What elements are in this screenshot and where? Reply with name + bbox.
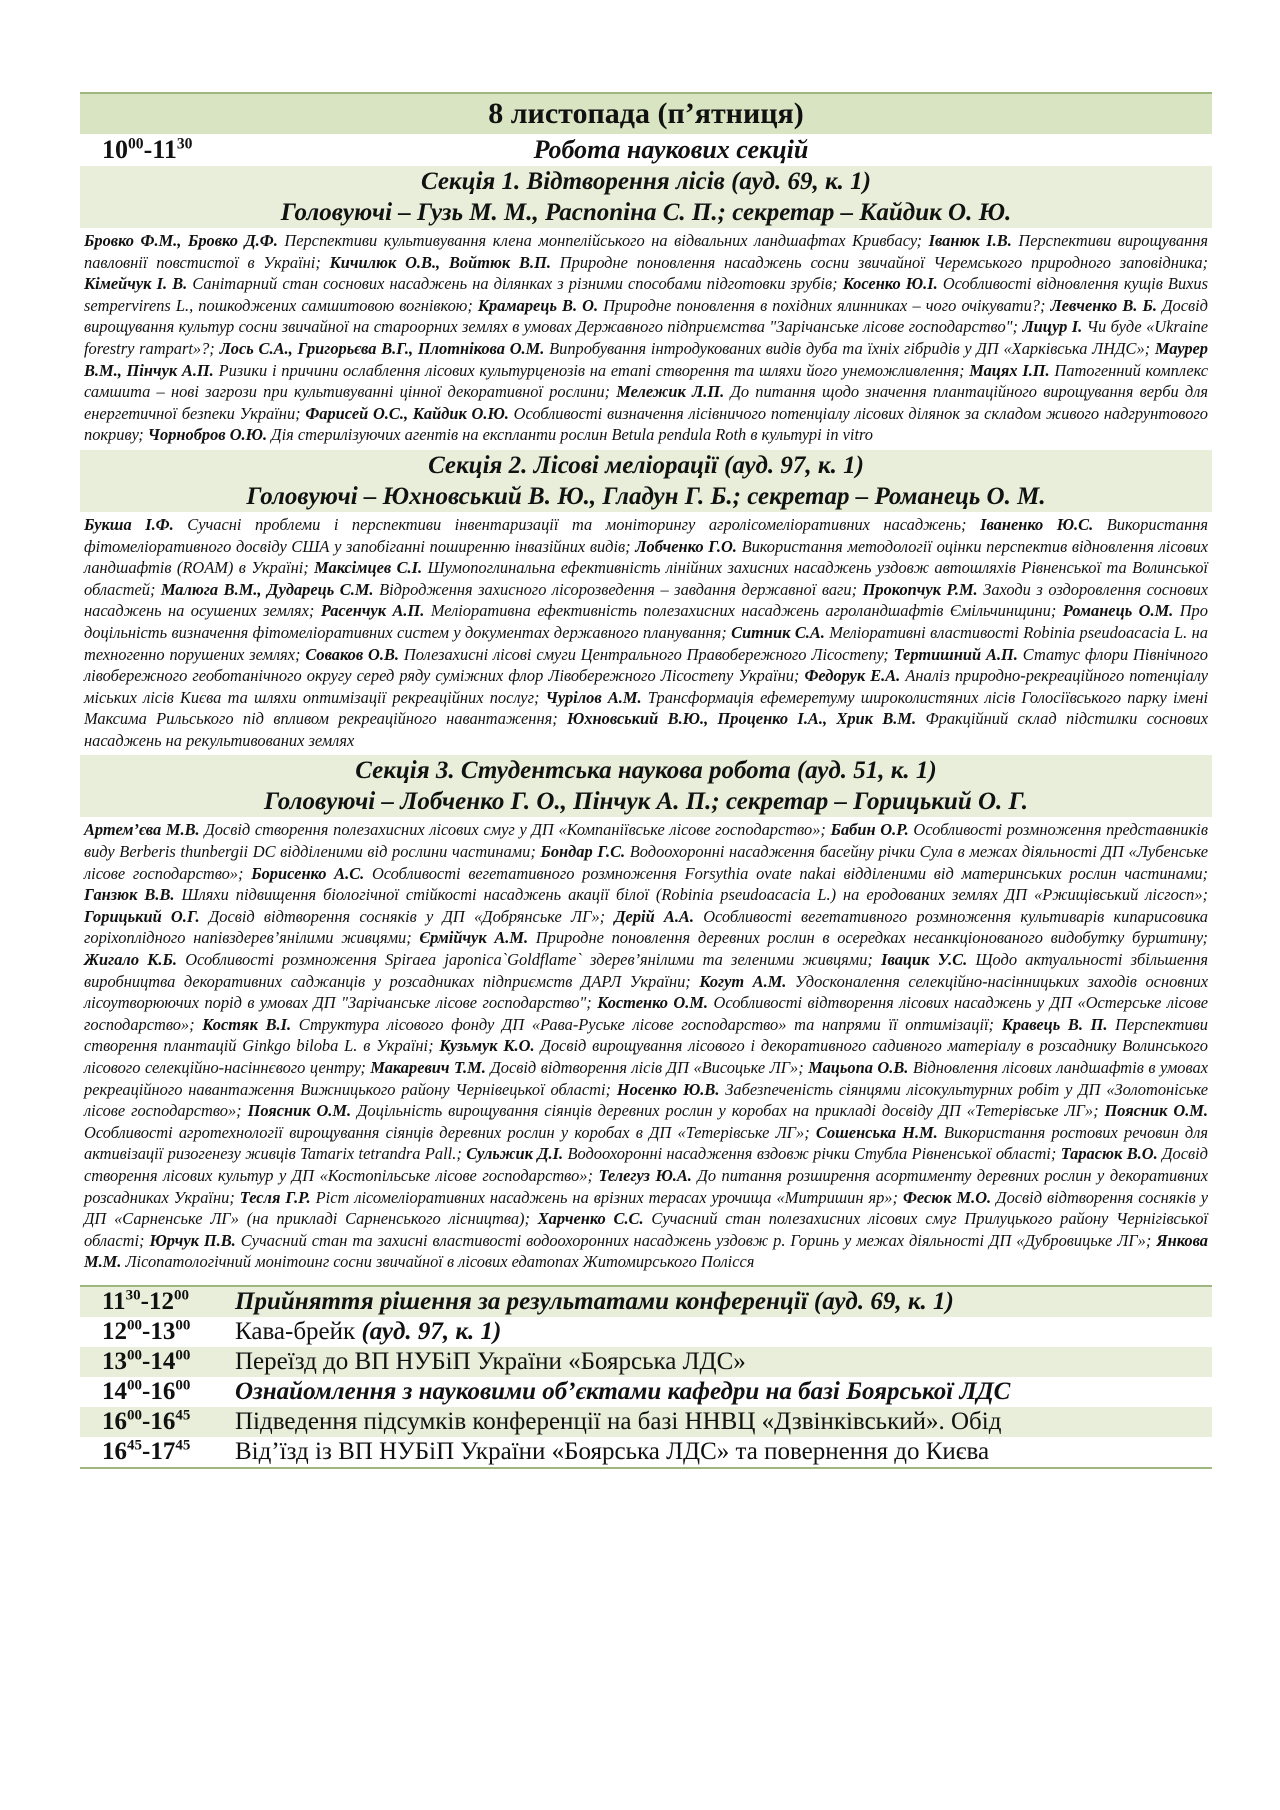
talk-entry — [305, 645, 888, 664]
talk-author: Костяк В.І. — [202, 1014, 292, 1034]
talk-title: Досвід вирощування культур сосни звичайної на староорних землях в умовах Державного підприємства "Зарічанське лісове господарство"; — [84, 295, 1208, 337]
talk-author: Юхновський В.Ю., Проценко І.А., Хрик В.М. — [567, 709, 917, 729]
talk-entry — [466, 1144, 1056, 1163]
talk-author: Жигало К.Б. — [84, 950, 177, 970]
talk-author: Ситник С.А. — [731, 622, 825, 642]
talk-title: Полезахисні лісові смуги Центрального Правобережного Лісостепу; — [403, 644, 889, 664]
talk-title: Трансформація ефемеретуму широколистяних лісів Голосіївського парку імені Максима Рильського під впливом рекреаційного навантаження; — [84, 687, 1208, 729]
schedule-rows — [80, 1287, 1212, 1467]
talk-entry — [330, 253, 1208, 272]
talk-author: Романець О.М. — [1062, 601, 1174, 621]
talk-author: Тертишний А.П. — [893, 644, 1018, 664]
talk-author: Кичилюк О.В., Войтюк В.П. — [329, 252, 551, 272]
talk-author: Кравець В. П. — [1001, 1014, 1108, 1034]
talk-author: Мележик Л.П. — [616, 382, 725, 402]
talk-entry — [84, 820, 826, 839]
talk-title: Використання фітомеліоративного досвіду США у запобіганні поширенню інвазійних видів; — [84, 514, 1208, 556]
talk-title: Шумопоглинальна ефективність лінійних захисних насаджень уздовж автошляхів Рівненської та Волинської областей; — [84, 558, 1208, 599]
section-title: Секція 3. Студентська наукова робота (ауд. 51, к. 1) — [80, 755, 1212, 786]
talk-title: Особливості розмноження представників виду Berberis thunbergii DC відділеними від рослини частинами; — [84, 820, 1208, 862]
talk-author: Кузьмук К.О. — [439, 1036, 535, 1056]
talk-author: Лобченко Г.О. — [635, 536, 737, 556]
talk-entry — [84, 231, 922, 250]
talk-title: Випробування інтродукованих видів дуба та їхніх гібридів у ДП «Харківська ЛНДС»; — [549, 338, 1151, 358]
talk-title: Досвід відтворення лісів ДП «Висоцьке ЛГ»; — [490, 1058, 804, 1077]
talk-entry — [149, 1231, 1151, 1250]
section-1 — [80, 166, 1212, 450]
talk-author: Дерій А.А. — [614, 906, 694, 926]
talk-title: Фракційний склад підстилки соснових насаджень на рекультивованих землях — [84, 709, 1208, 750]
talk-author: Маурер В.М., Пінчук А.П. — [84, 338, 1208, 380]
section-chairs: Головуючі – Лобченко Г. О., Пінчук А. П.; секретар – Горицький О. Г. — [80, 786, 1212, 817]
talk-author: Івацик У.С. — [881, 950, 968, 970]
schedule-activity: Кава-брейк (ауд. 97, к. 1) — [235, 1317, 502, 1345]
talk-entry — [240, 1188, 898, 1207]
schedule-activity: Переїзд до ВП НУБіП України «Боярська ЛДС» — [235, 1347, 746, 1375]
opening-row — [80, 134, 1212, 166]
talk-title: Структура лісового фонду ДП «Рава-Руське лісове господарство» та напрями її оптимізації; — [298, 1014, 995, 1034]
talk-author: Іванюк І.В. — [928, 231, 1012, 250]
talk-title: Щодо актуальності збільшення виробництва декоративних саджанців у розсадниках підприємств ДАРЛ України; — [84, 950, 1208, 991]
talk-entry — [478, 296, 1046, 315]
talk-title: Відновлення лісових ландшафтів в умовах рекреаційного навантаження Вижницького району Чернівецької області; — [84, 1058, 1208, 1099]
section-chairs: Головуючі – Гузь М. М., Распопіна С. П.; секретар – Кайдик О. Ю. — [80, 197, 1212, 228]
talk-author: Чурілов А.М. — [545, 687, 642, 707]
talk-title: Доцільність вирощування сіянців деревних рослин у коробах на прикладі досвіду ДП «Тетерівське ЛГ»; — [357, 1101, 1099, 1121]
talk-entry — [148, 425, 873, 444]
talk-entry — [84, 907, 605, 926]
talk-author: Левченко В. Б. — [1050, 295, 1157, 315]
talk-entry — [84, 274, 838, 293]
talk-title: Досвід створення лісових культур у ДП «Костопільське лісове господарство»; — [84, 1144, 1208, 1185]
schedule-row — [80, 1347, 1212, 1377]
talk-title: До питання щодо значення плантаційного вирощування верби для енергетичної безпеки України; — [84, 382, 1208, 423]
talk-author: Борисенко А.С. — [251, 863, 365, 883]
talk-author: Чорнобров О.Ю. — [147, 425, 268, 445]
schedule-activity: Прийняття рішення за результатами конференції (ауд. 69, к. 1) — [235, 1287, 954, 1315]
talk-title: Сучасний стан та захисні властивості водоохоронних насаджень уздовж р. Горинь у межах діяльності ДП «Дубровицьке ЛГ»; — [240, 1230, 1152, 1250]
talk-author: Макаревич Т.М. — [370, 1058, 486, 1077]
talk-title: Меліоративні властивості Robinia pseudoacacia L. на техногенно порушених землях; — [84, 622, 1208, 664]
talk-author: Расенчук А.П. — [320, 601, 425, 621]
talk-title: До питання розширення асортименту деревних рослин у декоративних розсадниках України; — [84, 1165, 1208, 1207]
schedule-row — [80, 1377, 1212, 1407]
talk-entry — [84, 950, 873, 969]
talk-author: Кімейчук І. В. — [84, 274, 188, 294]
talk-author: Телегуз Ю.А. — [598, 1165, 692, 1185]
talk-author: Носенко Ю.В. — [616, 1079, 720, 1099]
section-entries — [80, 512, 1212, 756]
talk-title: Сучасний стан полезахисних лісових смуг Прилуцького району Чернігівської області; — [84, 1209, 1208, 1250]
talk-author: Артем’єва М.В. — [84, 820, 200, 840]
schedule-row — [80, 1437, 1212, 1467]
talk-author: Бровко Ф.М., Бровко Д.Ф. — [84, 231, 278, 250]
talk-author: Фарисей О.С., Кайдик О.Ю. — [305, 403, 509, 423]
talk-title: Природне поновлення деревних рослин в осередках несанкціонованого видобутку бурштину; — [535, 928, 1208, 948]
schedule-row — [80, 1317, 1212, 1347]
talk-title: Ризики і причини ослаблення лісових культурценозів на етапі створення та шляхи його унеможливлення; — [218, 360, 965, 380]
talk-author: Когут А.М. — [699, 971, 787, 991]
section-entries — [80, 817, 1212, 1276]
schedule-row — [80, 1407, 1212, 1437]
talk-author: Соваков О.В. — [305, 644, 400, 664]
talk-title: Патогенний комплекс самшита – нові загрози при культивуванні цінної декоративної рослини; — [84, 360, 1208, 402]
talk-author: Мацях І.П. — [969, 360, 1050, 380]
schedule-time: $16^{45}-17^{45}$ — [102, 1437, 191, 1465]
day-title: 8 листопада (п’ятниця) — [80, 94, 1212, 134]
talk-author: Федорук Е.А. — [804, 666, 901, 686]
talk-author: Малюга В.М., Дударець С.М. — [160, 579, 374, 599]
talk-entry — [84, 515, 967, 534]
talk-author: Крамарець В. О. — [477, 295, 599, 315]
talk-title: Відродження захисного лісорозведення – завдання державної ваги; — [379, 579, 858, 599]
talk-entry — [202, 1015, 994, 1034]
schedule-activity: Ознайомлення з науковими об’єктами кафедри на базі Боярської ЛДС — [235, 1377, 1011, 1405]
talk-author: Букша І.Ф. — [84, 514, 174, 534]
talk-title: Особливості вегетативного розмноження культиварів кипарисовика горіхоплідного напівздерев’янілими живцями; — [84, 906, 1208, 948]
talk-entry — [419, 928, 1208, 947]
talk-title: Дія стерилізуючих агентів на експланти рослин Betula pendula Roth в культурі in vitro — [271, 425, 873, 445]
talk-title: Перспективи створення плантацій Ginkgo biloba L. в Україні; — [84, 1014, 1208, 1056]
talk-entry — [84, 885, 1208, 904]
talk-title: Особливості відновлення кущів Buxus sempervirens L., пошкоджених самшитовою вогнівкою; — [84, 274, 1208, 315]
talk-title: Досвід відтворення сосняків у ДП «Добрянське ЛГ»; — [208, 906, 606, 926]
section-title: Секція 1. Відтворення лісів (ауд. 69, к. 1) — [80, 166, 1212, 197]
talk-title: Удосконалення селекційно-насінницьких заходів основних лісоутворюючих порід в умовах ДП "Зарічанське лісове господарство"; — [84, 971, 1208, 1013]
schedule-time: $12^{00}-13^{00}$ — [102, 1317, 191, 1345]
talk-author: Поясник О.М. — [1104, 1101, 1208, 1121]
talk-title: Водоохоронні насадження вздовж річки Стубла Рівненської області; — [567, 1144, 1057, 1164]
section-2 — [80, 450, 1212, 756]
talk-title: Заходи з оздоровлення соснових насаджень на осушених землях; — [84, 579, 1208, 621]
talk-title: Водоохоронні насадження басейну річки Сула в межах діяльності ДП «Лубенське лісове господарство»; — [84, 842, 1208, 883]
talk-title: Природне поновлення в похідних ялинниках – чого очікувати?; — [603, 295, 1046, 315]
section-entries — [80, 228, 1212, 450]
talk-title: Особливості визначення лісівничого потенціалу лісових ділянок за складом живого надгрунтового покриву; — [84, 403, 1208, 445]
talk-title: Санітарний стан соснових насаджень на ділянках з різними способами підготовки зрубів; — [192, 274, 838, 294]
talk-title: Особливості вегетативного розмноження Forsythia ovate nakai відділеними від материнських рослин частинами; — [371, 863, 1208, 883]
talk-title: Про доцільність визначення фітомеліоративних систем у документах державного планування; — [84, 601, 1208, 642]
talk-title: Досвід створення полезахисних лісових смуг у ДП «Компаніївське лісове господарство»; — [204, 820, 826, 840]
talk-author: Фесюк М.О. — [902, 1187, 992, 1207]
talk-title: Перспективи вирощування павловнії повстистої в Україні; — [84, 231, 1208, 272]
talk-entry — [370, 1058, 803, 1077]
program-page — [80, 92, 1212, 1469]
talk-author: Костенко О.М. — [597, 993, 709, 1013]
talk-title: Чи буде «Ukraine forestry rampart»?; — [84, 317, 1208, 358]
talk-author: Ганзюк В.В. — [84, 885, 175, 905]
opening-label: Робота наукових секцій — [533, 135, 809, 164]
talk-author: Тарасюк В.О. — [1060, 1144, 1158, 1164]
talk-author: Бабин О.Р. — [830, 820, 909, 840]
schedule-activity: Від’їзд із ВП НУБіП України «Боярська ЛДС» та повернення до Києва — [235, 1437, 990, 1465]
talk-title: Досвід відтворення сосняків у ДП «Сарненське ЛГ» (на прикладі Сарненського лісництва); — [84, 1187, 1208, 1229]
talk-title: Сучасні проблеми і перспективи інвентаризації та моніторингу агролісомеліоративних насаджень; — [187, 514, 967, 534]
talk-entry — [220, 339, 1151, 358]
talk-author: Горицький О.Г. — [84, 906, 200, 926]
talk-title: Особливості відтворення лісових насаджень у ДП «Остерське лісове господарство»; — [84, 993, 1208, 1034]
schedule-bottom-rule — [80, 1467, 1212, 1469]
talk-title: Ріст лісомеліоративних насаджень на врізних терасах урочища «Митришин яр»; — [315, 1187, 898, 1207]
talk-entry — [251, 864, 1208, 883]
talk-title: Шляхи підвищення біологічної стійкості насаджень акації білої (Robinia pseudoacacia L.) на еродованих землях ДП «Ржищівський лісгосп»; — [181, 885, 1208, 905]
section-title: Секція 2. Лісові меліорації (ауд. 97, к. 1) — [80, 450, 1212, 481]
talk-author: Єрмійчук А.М. — [419, 928, 529, 948]
talk-author: Харченко С.С. — [537, 1209, 644, 1229]
talk-title: Використання ростових речовин для активізації ризогенезу живців Tamarix tetrandra Pall.; — [84, 1122, 1208, 1164]
talk-author: Іваненко Ю.С. — [980, 514, 1094, 534]
talk-entry — [321, 601, 1057, 620]
talk-title: Особливості агротехнології вирощування сіянців деревних рослин у коробах в ДП «Тетерівське ЛГ»; — [84, 1122, 810, 1142]
schedule-table — [80, 1285, 1212, 1469]
talk-title: Перспективи культивування клена монпелійського на відвальних ландшафтах Кривбасу; — [284, 231, 923, 250]
talk-title: Використання методології оцінки перспектив відновлення лісових ландшафтів (ROAM) в Україні; — [84, 536, 1208, 578]
talk-author: Бондар Г.С. — [540, 842, 626, 862]
section-chairs: Головуючі – Юхновський В. Ю., Гладун Г. Б.; секретар – Романець О. М. — [80, 481, 1212, 512]
talk-author: Прокопчук Р.М. — [862, 579, 978, 599]
schedule-time: $11^{30}-12^{00}$ — [102, 1287, 189, 1315]
talk-author: Мацьопа О.В. — [808, 1058, 909, 1077]
talk-title: Аналіз природно-рекреаційного потенціалу міських лісів Києва та шляхи оптимізації рекреаційних послуг; — [84, 666, 1208, 707]
schedule-time: $13^{00}-14^{00}$ — [102, 1347, 191, 1375]
talk-author: Лось С.А., Григорьєва В.Г., Плотнікова О.М. — [219, 338, 545, 358]
section-3 — [80, 755, 1212, 1276]
schedule-activity: Підведення підсумків конференції на базі ННВЦ «Дзвінківський». Обід — [235, 1407, 1002, 1435]
talk-entry — [248, 1101, 1099, 1120]
talk-title: Природне поновлення насаджень сосни звичайної Черемського природного заповідника; — [559, 252, 1208, 272]
talk-entry — [161, 580, 857, 599]
talk-author: Лицур І. — [1022, 317, 1083, 337]
talk-title: Забезпеченість сіянцями лісокультурних робіт у ДП «Золотоніське лісове господарство»; — [84, 1079, 1208, 1121]
talk-author: Косенко Ю.І. — [842, 274, 938, 294]
talk-title: Лісопатологічний монітоинг сосни звичайної в лісових едатопах Житомирського Полісся — [125, 1252, 755, 1272]
talk-title: Статус флори Північного лівобережного геоботанічного округу серед ряду суміжних флор Лівобережного Лісостепу України; — [84, 644, 1208, 686]
talk-author: Сошенська Н.М. — [815, 1122, 938, 1142]
talk-author: Янкова М.М. — [84, 1230, 1208, 1272]
talk-author: Поясник О.М. — [247, 1101, 352, 1121]
schedule-time: $14^{00}-16^{00}$ — [102, 1377, 191, 1405]
talk-author: Сульжик Д.І. — [466, 1144, 564, 1164]
talk-title: Меліоративна ефективність полезахисних насаджень агроландшафтів Ємільчинщини; — [430, 601, 1057, 621]
talk-title: Досвід вирощування лісового і декоративного садивного матеріалу в розсаднику Волинського лісового селекційно-насіннєвого центру; — [84, 1036, 1208, 1077]
talk-author: Юрчук П.В. — [149, 1230, 236, 1250]
opening-time: $10^{00}-11^{30}$ — [102, 135, 193, 164]
schedule-row — [80, 1287, 1212, 1317]
talk-author: Тесля Г.Р. — [239, 1187, 311, 1207]
talk-title: Особливості розмноження Spiraea japonica`Goldflame` здерев’янілими та зеленими живцями; — [185, 950, 873, 970]
schedule-time: $16^{00}-16^{45}$ — [102, 1407, 191, 1435]
talk-author: Максімцев С.І. — [314, 558, 423, 578]
